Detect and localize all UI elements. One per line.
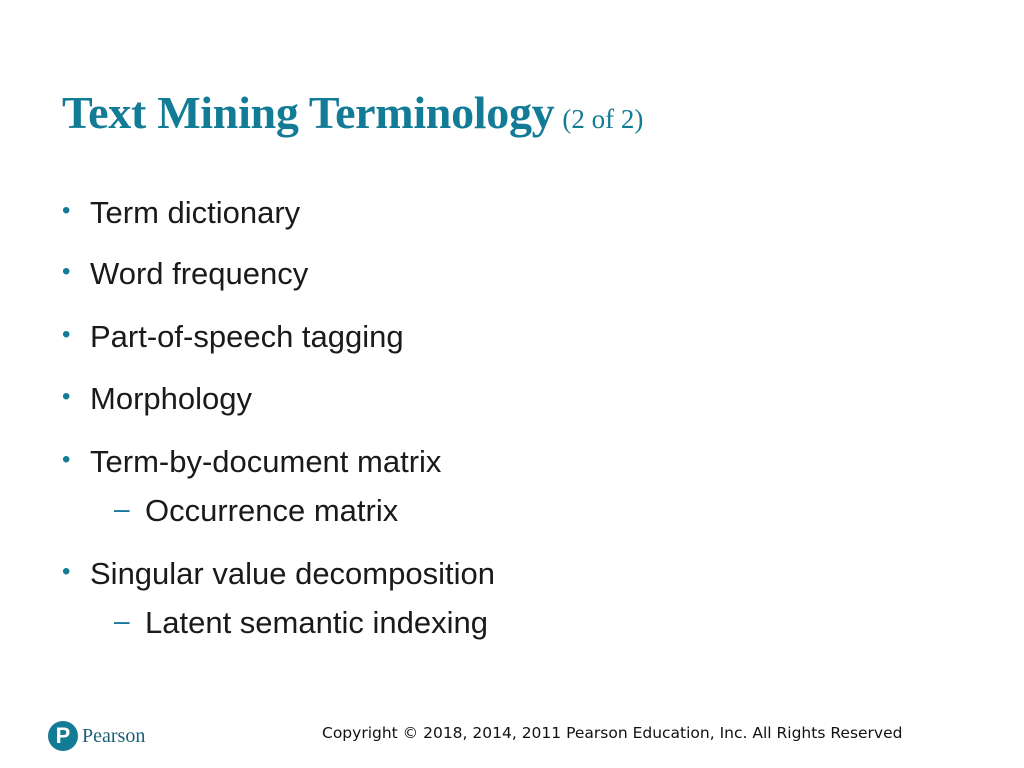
- bullet-dot-icon: •: [62, 446, 71, 473]
- dash-icon: –: [114, 605, 130, 636]
- bullet-text: Word frequency: [90, 256, 309, 291]
- copyright-notice: Copyright © 2018, 2014, 2011 Pearson Education, Inc. All Rights Reserved: [322, 724, 903, 742]
- logo-wordmark: Pearson: [82, 724, 146, 747]
- bullet-text: Morphology: [90, 381, 252, 416]
- bullet-dot-icon: •: [62, 321, 71, 348]
- sub-bullet-text: Latent semantic indexing: [145, 605, 488, 640]
- sub-bullet-text: Occurrence matrix: [145, 493, 399, 528]
- bullet-dot-icon: •: [62, 258, 71, 285]
- dash-icon: –: [114, 493, 130, 524]
- bullet-text: Term dictionary: [90, 195, 301, 230]
- bullet-text: Term-by-document matrix: [90, 444, 442, 479]
- title-page-indicator: (2 of 2): [562, 104, 644, 134]
- pearson-logo: [48, 718, 145, 754]
- bullet-text: Singular value decomposition: [90, 556, 495, 591]
- bullet-dot-icon: •: [62, 558, 71, 585]
- bullet-text: Part-of-speech tagging: [90, 319, 404, 354]
- bullet-dot-icon: •: [62, 383, 71, 410]
- bullet-dot-icon: •: [62, 197, 71, 224]
- title-main: Text Mining Terminology: [62, 87, 555, 138]
- bullet-list: [62, 0, 962, 768]
- pearson-logo-icon: P: [48, 721, 78, 751]
